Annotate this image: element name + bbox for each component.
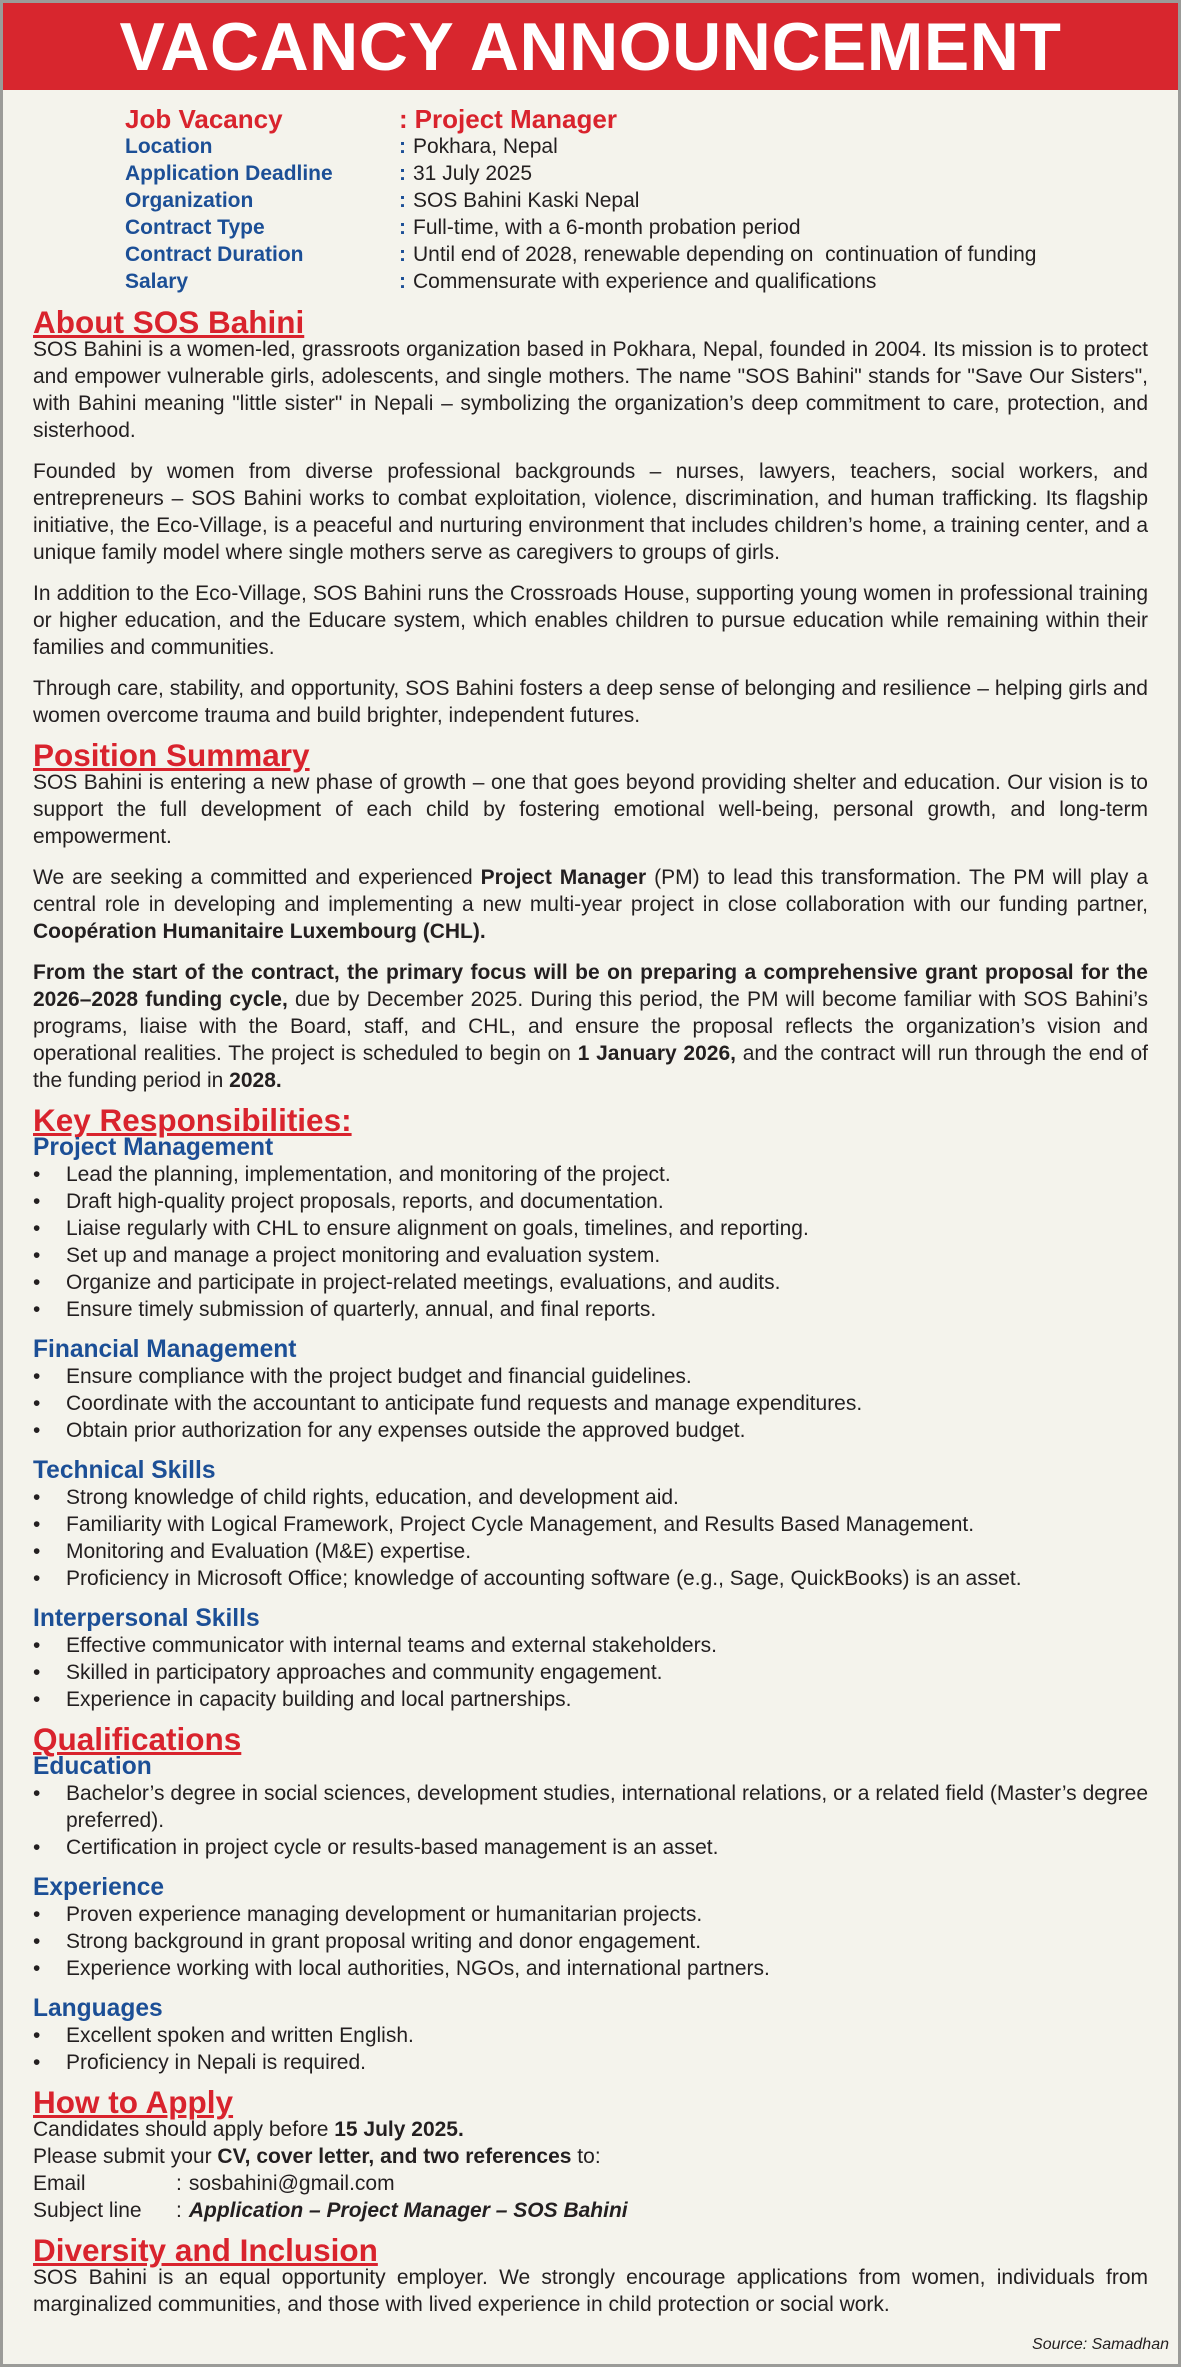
- detail-label: Organization: [125, 189, 254, 212]
- detail-row-contract-duration: [125, 241, 1148, 268]
- source-credit: Source: Samadhan: [1032, 2336, 1169, 2353]
- list-item: • Strong knowledge of child rights, education, and development aid.: [33, 1484, 1148, 1511]
- diversity-paragraph: SOS Bahini is an equal opportunity employer. We strongly encourage applications from women, individuals from marginalized communities, and those with lived experience in child protection or social work.: [33, 2266, 1148, 2316]
- list-item: • Strong background in grant proposal writing and donor engagement.: [33, 1928, 1148, 1955]
- detail-label: Salary: [125, 270, 189, 293]
- detail-row-salary: [125, 268, 1148, 295]
- about-paragraph: SOS Bahini is a women-led, grassroots organization based in Pokhara, Nepal, founded in 2004. Its mission is to protect and empower vulnerable girls, adolescents, and single mothers. The name "SOS Bahini" stands for "Save Our Sisters", with Bahini meaning "little sister" in Nepali – symbolizing the organization’s deep commitment to care, protection, and sisterhood.: [33, 338, 1148, 442]
- subheading-project-management: Project Management: [33, 1134, 274, 1161]
- detail-value: Commensurate with experience and qualifications: [413, 270, 877, 293]
- section-heading-qualifications: Qualifications: [33, 1721, 242, 1757]
- detail-separator: :: [399, 162, 406, 185]
- detail-row-deadline: [125, 160, 1148, 187]
- summary-paragraph: [33, 864, 1148, 945]
- text-run: and the contract will run through the end of the funding period in: [33, 1042, 1148, 1092]
- subject-line-value: Application – Project Manager – SOS Bahini: [188, 2199, 628, 2222]
- list-item: • Proficiency in Microsoft Office; knowledge of accounting software (e.g., Sage, QuickBooks) is an asset.: [33, 1565, 1148, 1592]
- detail-value: SOS Bahini Kaski Nepal: [413, 189, 640, 212]
- detail-separator: :: [399, 135, 406, 158]
- subheading-financial-management: Financial Management: [33, 1336, 297, 1363]
- subheading-technical-skills: Technical Skills: [33, 1457, 216, 1484]
- bullet-list: [33, 1780, 1148, 1861]
- bullet-list: [33, 1901, 1148, 1982]
- subheading-languages: Languages: [33, 1995, 163, 2022]
- bold-run: 15 July 2025.: [334, 2118, 464, 2141]
- list-item: • Coordinate with the accountant to anticipate fund requests and manage expenditures.: [33, 1390, 1148, 1417]
- detail-row-organization: [125, 187, 1148, 214]
- detail-row-contract-type: [125, 214, 1148, 241]
- subheading-experience: Experience: [33, 1874, 165, 1901]
- list-item: • Proficiency in Nepali is required.: [33, 2049, 1148, 2076]
- text-run: We are seeking a committed and experienced: [33, 866, 481, 889]
- bullet-list: [33, 1632, 1148, 1713]
- subheading-education: Education: [33, 1753, 152, 1780]
- detail-value: 31 July 2025: [413, 162, 533, 185]
- list-item: • Lead the planning, implementation, and monitoring of the project.: [33, 1161, 1148, 1188]
- list-item: • Draft high-quality project proposals, reports, and documentation.: [33, 1188, 1148, 1215]
- bold-run: 2028.: [229, 1069, 282, 1092]
- detail-separator: :: [399, 189, 406, 212]
- detail-label: Contract Duration: [125, 243, 304, 266]
- detail-row-location: [125, 133, 1148, 160]
- subject-label: Subject line: [33, 2199, 142, 2222]
- apply-subject-row: [33, 2197, 1148, 2224]
- bullet-list: [33, 1484, 1148, 1592]
- page-title: VACANCY ANNOUNCEMENT: [119, 8, 1062, 85]
- section-heading-diversity: Diversity and Inclusion: [33, 2232, 378, 2268]
- bold-run: CV, cover letter, and two references: [217, 2145, 572, 2168]
- list-item: • Ensure compliance with the project budget and financial guidelines.: [33, 1363, 1148, 1390]
- section-heading-position-summary: Position Summary: [33, 737, 310, 773]
- list-item: • Liaise regularly with CHL to ensure alignment on goals, timelines, and reporting.: [33, 1215, 1148, 1242]
- detail-label: Location: [125, 135, 213, 158]
- bold-run: 1 January 2026,: [577, 1042, 736, 1065]
- text-run: (PM) to lead this transformation. The PM will play a central role in developing and implementing a new multi-year project in close collaboration with our funding partner,: [33, 866, 1148, 916]
- list-item: • Set up and manage a project monitoring and evaluation system.: [33, 1242, 1148, 1269]
- detail-label: Contract Type: [125, 216, 265, 239]
- position-summary-section: [33, 769, 1148, 1094]
- text-run: due by December 2025. During this period, the PM will become familiar with SOS Bahini’s programs, liaise with the Board, staff, and CHL, and ensure the proposal reflects the organization’s vision and operational realities. The project is scheduled to begin on: [33, 988, 1148, 1065]
- email-label: Email: [33, 2172, 86, 2195]
- title-banner: [3, 3, 1178, 90]
- list-item: • Excellent spoken and written English.: [33, 2022, 1148, 2049]
- email-separator: :: [176, 2172, 182, 2195]
- about-section: [33, 336, 1148, 729]
- subject-separator: :: [176, 2199, 182, 2222]
- email-address: sosbahini@gmail.com: [188, 2172, 395, 2195]
- detail-label: Application Deadline: [125, 162, 333, 185]
- detail-row-job-vacancy: [125, 105, 1148, 133]
- list-item: • Bachelor’s degree in social sciences, development studies, international relations, or a related field (Master’s degree preferred).: [33, 1780, 1148, 1834]
- detail-value: Project Manager: [414, 104, 617, 134]
- detail-separator: :: [399, 216, 406, 239]
- detail-separator: :: [399, 104, 408, 134]
- bullet-list: [33, 2022, 1148, 2076]
- detail-separator: :: [399, 270, 406, 293]
- detail-separator: :: [399, 243, 406, 266]
- list-item: • Monitoring and Evaluation (M&E) expertise.: [33, 1538, 1148, 1565]
- list-item: • Obtain prior authorization for any expenses outside the approved budget.: [33, 1417, 1148, 1444]
- apply-submit-line: [33, 2143, 1148, 2170]
- how-to-apply-section: [33, 2116, 1148, 2224]
- about-paragraph: In addition to the Eco-Village, SOS Bahini runs the Crossroads House, supporting young women in professional training or higher education, and the Educare system, which enables children to pursue education while remaining within their families and communities.: [33, 582, 1148, 659]
- list-item: • Organize and participate in project-related meetings, evaluations, and audits.: [33, 1269, 1148, 1296]
- detail-label: Job Vacancy: [125, 104, 283, 134]
- bold-run: Coopération Humanitaire Luxembourg (CHL).: [33, 920, 486, 943]
- bullet-list: [33, 1363, 1148, 1444]
- detail-value: Full-time, with a 6-month probation period: [413, 216, 801, 239]
- job-details: [33, 105, 1148, 295]
- apply-deadline-line: [33, 2116, 1148, 2143]
- list-item: • Certification in project cycle or results-based management is an asset.: [33, 1834, 1148, 1861]
- list-item: • Ensure timely submission of quarterly, annual, and final reports.: [33, 1296, 1148, 1323]
- subheading-interpersonal-skills: Interpersonal Skills: [33, 1605, 260, 1632]
- announcement-body: [3, 105, 1178, 2318]
- text-run: Candidates should apply before: [33, 2118, 335, 2141]
- about-paragraph: Through care, stability, and opportunity, SOS Bahini fosters a deep sense of belonging and resilience – helping girls and women overcome trauma and build brighter, independent futures.: [33, 677, 1148, 727]
- detail-value: Pokhara, Nepal: [413, 135, 558, 158]
- bold-run: Project Manager: [480, 866, 647, 889]
- summary-paragraph: [33, 959, 1148, 1094]
- list-item: • Experience working with local authorities, NGOs, and international partners.: [33, 1955, 1148, 1982]
- apply-email-row: [33, 2170, 1148, 2197]
- list-item: • Proven experience managing development or humanitarian projects.: [33, 1901, 1148, 1928]
- list-item: • Skilled in participatory approaches and community engagement.: [33, 1659, 1148, 1686]
- bullet-list: [33, 1161, 1148, 1323]
- detail-value: Until end of 2028, renewable depending on continuation of funding: [413, 243, 1037, 266]
- section-heading-how-to-apply: How to Apply: [33, 2084, 234, 2120]
- text-run: Please submit your: [33, 2145, 218, 2168]
- list-item: • Effective communicator with internal teams and external stakeholders.: [33, 1632, 1148, 1659]
- about-paragraph: Founded by women from diverse professional backgrounds – nurses, lawyers, teachers, social workers, and entrepreneurs – SOS Bahini works to combat exploitation, violence, discrimination, and human trafficking. Its flagship initiative, the Eco-Village, is a peaceful and nurturing environment that includes children’s home, a training center, and a unique family model where single mothers serve as caregivers to groups of girls.: [33, 460, 1148, 564]
- section-heading-about: About SOS Bahini: [33, 304, 305, 340]
- list-item: • Familiarity with Logical Framework, Project Cycle Management, and Results Based Management.: [33, 1511, 1148, 1538]
- section-heading-responsibilities: Key Responsibilities:: [33, 1102, 352, 1138]
- text-run: to:: [571, 2145, 601, 2168]
- list-item: • Experience in capacity building and local partnerships.: [33, 1686, 1148, 1713]
- summary-paragraph: SOS Bahini is entering a new phase of growth – one that goes beyond providing shelter and education. Our vision is to support the full development of each child by fostering emotional well-being, personal growth, and long-term empowerment.: [33, 771, 1148, 848]
- bold-run: From the start of the contract, the primary focus will be on preparing a comprehensive grant proposal for the 2026–2028 funding cycle,: [33, 961, 1148, 1011]
